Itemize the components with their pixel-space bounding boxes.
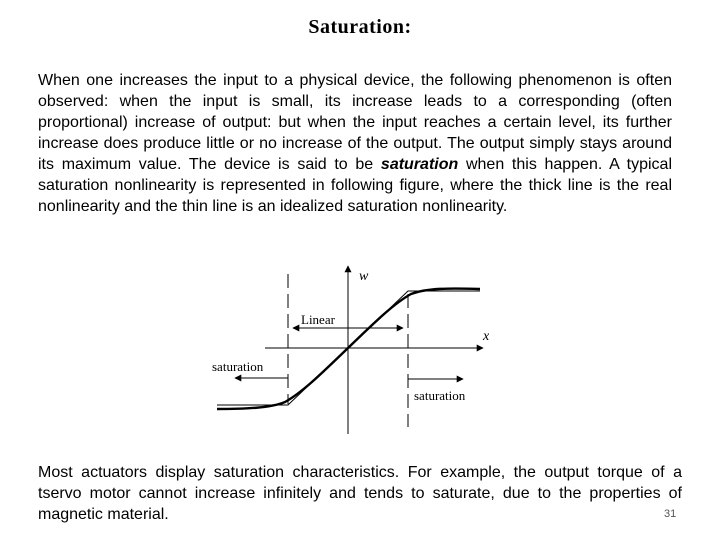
intro-text-after: when this happen. A typical saturation nonlinearity is represented in following figure, where the thick line is the real nonlinearity and the thin line is an idealized saturation nonlinearity. <box>38 156 673 215</box>
intro-paragraph <box>38 70 672 217</box>
intro-text-before: When one increases the input to a physical device, the following phenomenon is often observed: when the input is small, its increase leads to a corresponding (often proportional) increase of output: but when the input reaches a certain level, its further increase does produce little or no increase of the output. The output simply stays around its maximum value. The device is said to be <box>38 72 672 173</box>
saturation-figure <box>205 262 495 442</box>
slide-title: Saturation: <box>308 16 412 38</box>
x-axis-label: x <box>483 329 490 344</box>
saturation-right-label: saturation <box>414 388 466 403</box>
saturation-left-label: saturation <box>212 359 264 374</box>
actuator-paragraph: Most actuators display saturation characteristics. For example, the output torque of a tservo motor cannot increase infinitely and tends to saturate, due to the properties of magnetic material. <box>38 464 682 523</box>
w-axis-label: w <box>359 269 369 284</box>
linear-label: Linear <box>301 312 335 327</box>
page-number: 31 <box>664 508 677 520</box>
saturation-emphasis: saturation <box>380 156 459 173</box>
